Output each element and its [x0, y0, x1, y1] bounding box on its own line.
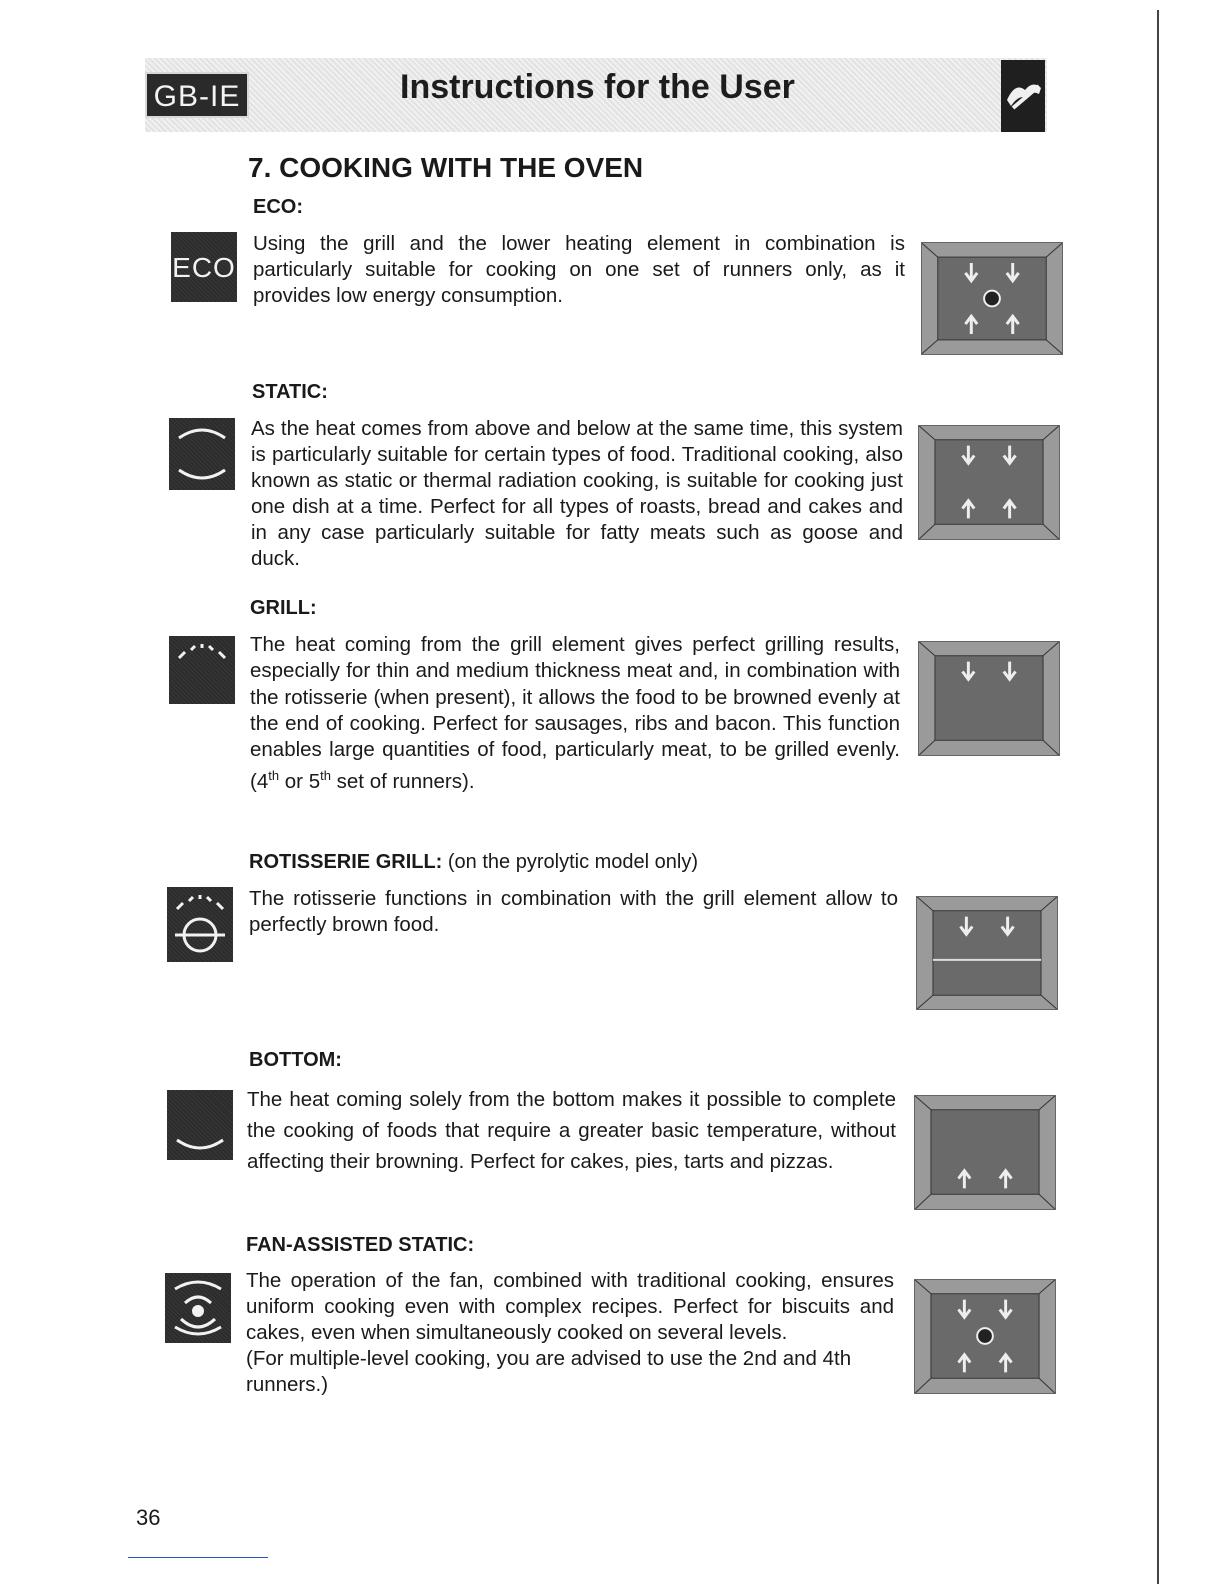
- static-heading: STATIC:: [252, 381, 328, 403]
- bottom-oven-diagram: [914, 1095, 1056, 1210]
- grill-oven-diagram: [918, 641, 1060, 756]
- rotisserie-heading: [249, 851, 698, 874]
- static-icon: [169, 418, 235, 490]
- fan-static-advice: (For multiple-level cooking, you are advised to use the 2nd and 4th runners.): [246, 1347, 852, 1396]
- eco-oven-diagram: [921, 242, 1063, 355]
- eco-icon: [171, 232, 237, 302]
- language-badge: GB-IE: [145, 72, 249, 118]
- page-number: 36: [136, 1505, 161, 1530]
- fan-static-heading: FAN-ASSISTED STATIC:: [246, 1234, 475, 1256]
- rotisserie-note: (on the pyrolytic model only): [442, 851, 699, 873]
- grill-text: The heat coming from the grill element gives perfect grilling results, especially for thin and medium thickness meat and, in combination with the rotisserie (when present), it allows the food to be browned evenly at the end of cooking. Perfect for sausages, ribs and bacon. This function enables large quantities of food, particularly meat, to be grilled evenly. (4: [250, 633, 900, 794]
- eco-description: Using the grill and the lower heating element in combination is particularly suitable for cooking on one set of runners only, as it provides low energy consumption.: [253, 232, 905, 307]
- fan-static-oven-diagram: [914, 1279, 1056, 1394]
- grill-sup-1: th: [268, 768, 280, 784]
- grill-sup-2: th: [320, 768, 331, 784]
- grill-heading: GRILL:: [250, 597, 317, 619]
- bottom-heading: BOTTOM:: [249, 1049, 342, 1071]
- brand-logo-icon: [1001, 60, 1045, 132]
- fan-static-icon: [165, 1273, 231, 1343]
- static-oven-diagram: [918, 425, 1060, 540]
- fan-static-description: [246, 1268, 894, 1398]
- rotisserie-oven-diagram: [916, 896, 1058, 1010]
- grill-icon: [169, 636, 235, 704]
- grill-text-mid: or 5: [279, 770, 321, 794]
- rotisserie-heading-label: ROTISSERIE GRILL:: [249, 851, 443, 873]
- static-description: As the heat comes from above and below at the same time, this system is particularly suitable for certain types of food. Traditional cooking, also known as static or thermal radiation cooking, is suitable for cooking just one dish at a time. Perfect for all types of roasts, bread and cakes and in any case particularly suitable for fatty meats such as goose and duck.: [251, 417, 903, 570]
- rotisserie-icon: [167, 887, 233, 962]
- bottom-icon: [167, 1090, 233, 1160]
- rotisserie-description: The rotisserie functions in combination with the grill element allow to perfectly brown food.: [249, 887, 898, 936]
- footer-rule: [128, 1557, 268, 1558]
- grill-description: [250, 632, 900, 796]
- grill-text-end: set of runners).: [330, 770, 475, 794]
- eco-heading: ECO:: [253, 196, 303, 218]
- header-title: Instructions for the User: [400, 68, 795, 106]
- margin-rule: [1157, 10, 1159, 1584]
- fan-static-text: The operation of the fan, combined with traditional cooking, ensures uniform cooking even with complex recipes. Perfect for biscuits and cakes, even when simultaneously cooked on several levels.: [246, 1269, 894, 1344]
- eco-icon-label: ECO: [172, 252, 236, 283]
- section-title: 7. COOKING WITH THE OVEN: [248, 152, 644, 183]
- bottom-description: The heat coming solely from the bottom makes it possible to complete the cooking of foods that require a greater basic temperature, without affecting their browning. Perfect for cakes, pies, tarts and pizzas.: [247, 1088, 896, 1173]
